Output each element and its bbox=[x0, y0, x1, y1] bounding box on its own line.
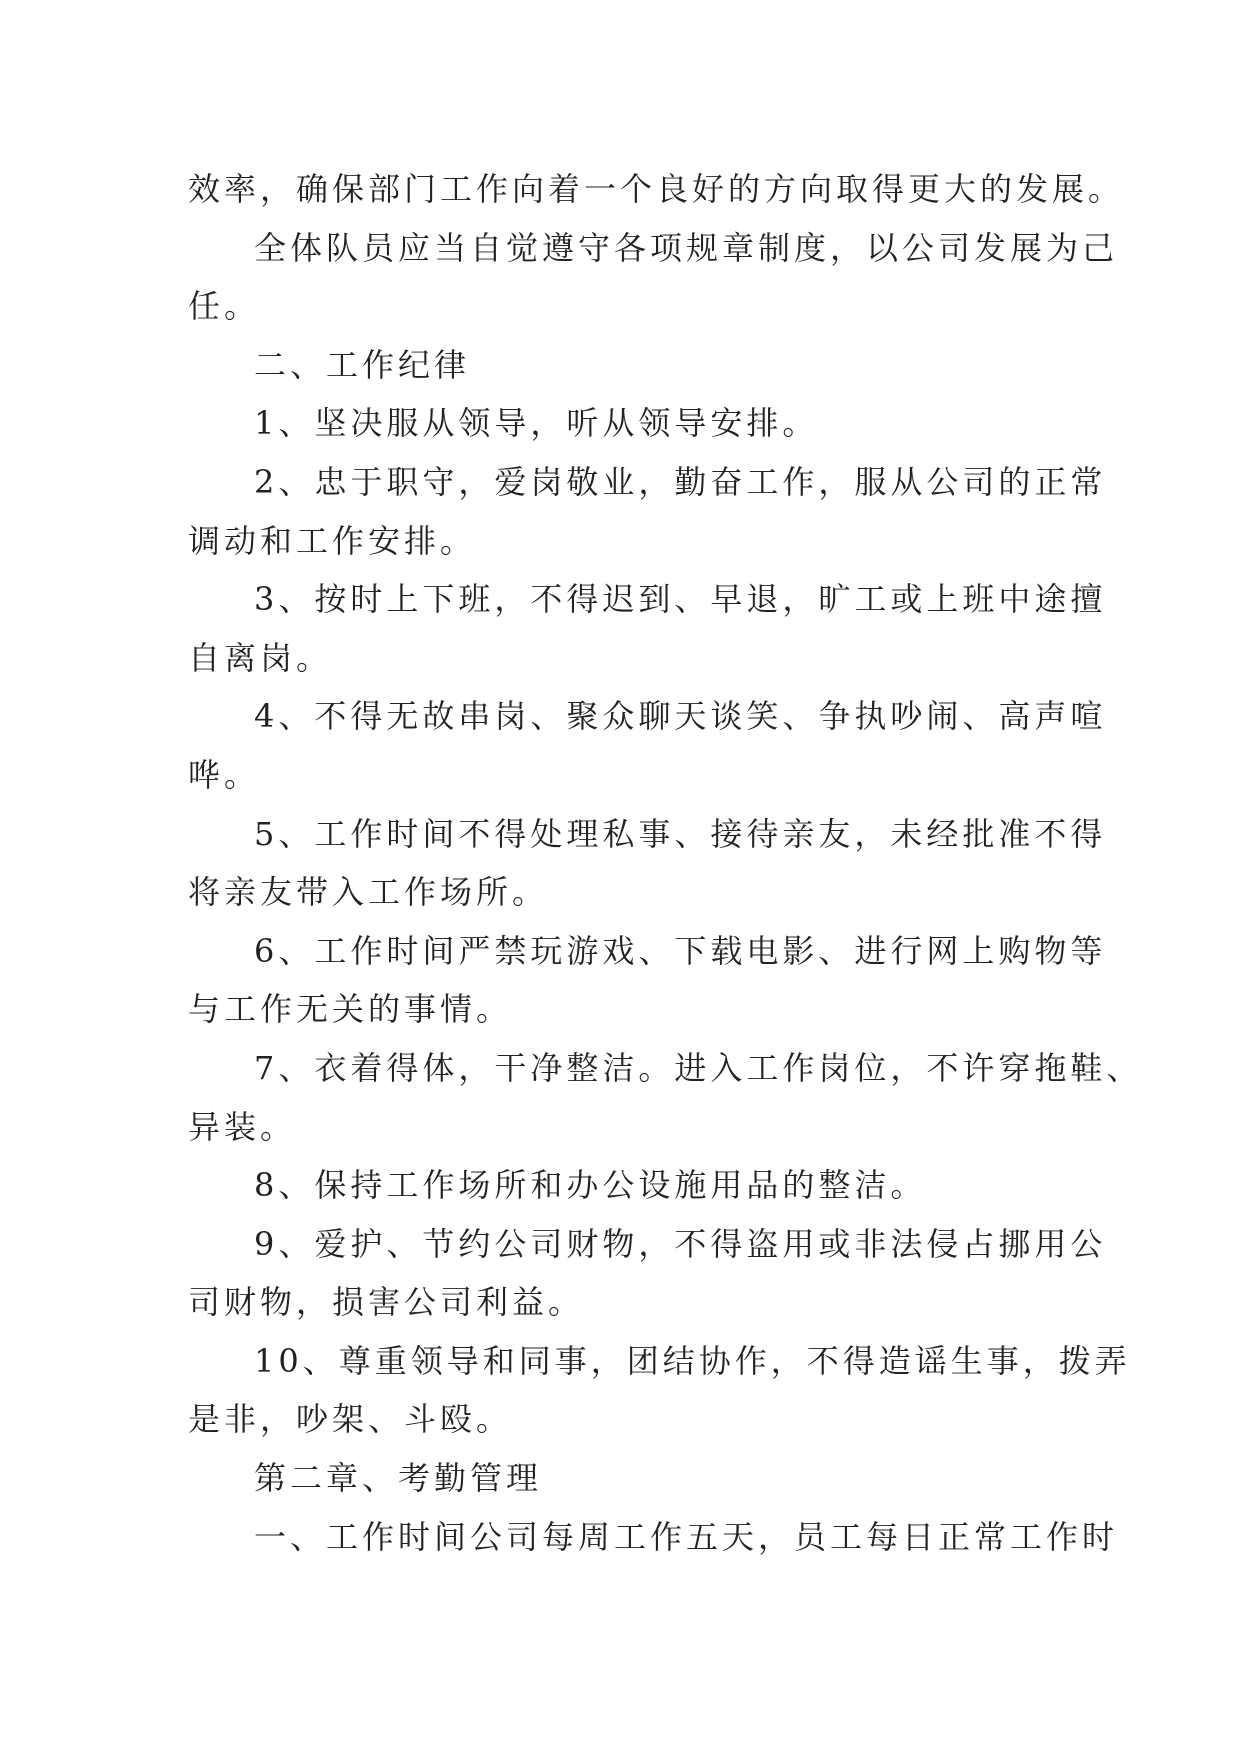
document-body bbox=[188, 160, 1143, 1566]
rule-item-6: 6、工作时间严禁玩游戏、下载电影、进行网上购物等 bbox=[254, 931, 1107, 970]
section-heading: 二、工作纪律 bbox=[254, 345, 471, 384]
text-line: 与工作无关的事情。 bbox=[188, 990, 513, 1029]
chapter-heading: 第二章、考勤管理 bbox=[254, 1459, 543, 1498]
rule-item-5: 5、工作时间不得处理私事、接待亲友，未经批准不得 bbox=[254, 814, 1107, 853]
text-line: 任。 bbox=[188, 287, 261, 326]
text-line: 异装。 bbox=[188, 1107, 297, 1146]
rule-item-9: 9、爱护、节约公司财物，不得盗用或非法侵占挪用公 bbox=[254, 1224, 1107, 1263]
text-line: 调动和工作安排。 bbox=[188, 521, 477, 560]
text-line: 司财物，损害公司利益。 bbox=[188, 1283, 585, 1322]
text-line: 自离岗。 bbox=[188, 638, 333, 677]
rule-item-3: 3、按时上下班，不得迟到、早退，旷工或上班中途擅 bbox=[254, 580, 1107, 619]
rule-item-10: 10、尊重领导和同事，团结协作，不得造谣生事，拨弄 bbox=[254, 1341, 1131, 1380]
rule-item-4: 4、不得无故串岗、聚众聊天谈笑、争执吵闹、高声喧 bbox=[254, 697, 1107, 736]
rule-item-7: 7、衣着得体，干净整洁。进入工作岗位，不许穿拖鞋、 bbox=[254, 1048, 1143, 1087]
text-line: 将亲友带入工作场所。 bbox=[188, 873, 549, 912]
text-line: 哗。 bbox=[188, 755, 261, 794]
paragraph-line: 一、工作时间公司每周工作五天，员工每日正常工作时 bbox=[254, 1517, 1119, 1556]
text-line: 效率，确保部门工作向着一个良好的方向取得更大的发展。 bbox=[188, 170, 1125, 208]
paragraph-line: 全体队员应当自觉遵守各项规章制度，以公司发展为己 bbox=[254, 228, 1119, 267]
text-line: 是非，吵架、斗殴。 bbox=[188, 1400, 513, 1439]
rule-item-8: 8、保持工作场所和办公设施用品的整洁。 bbox=[254, 1166, 927, 1205]
rule-item-1: 1、坚决服从领导，听从领导安排。 bbox=[254, 404, 819, 443]
rule-item-2: 2、忠于职守，爱岗敬业，勤奋工作，服从公司的正常 bbox=[254, 462, 1107, 501]
